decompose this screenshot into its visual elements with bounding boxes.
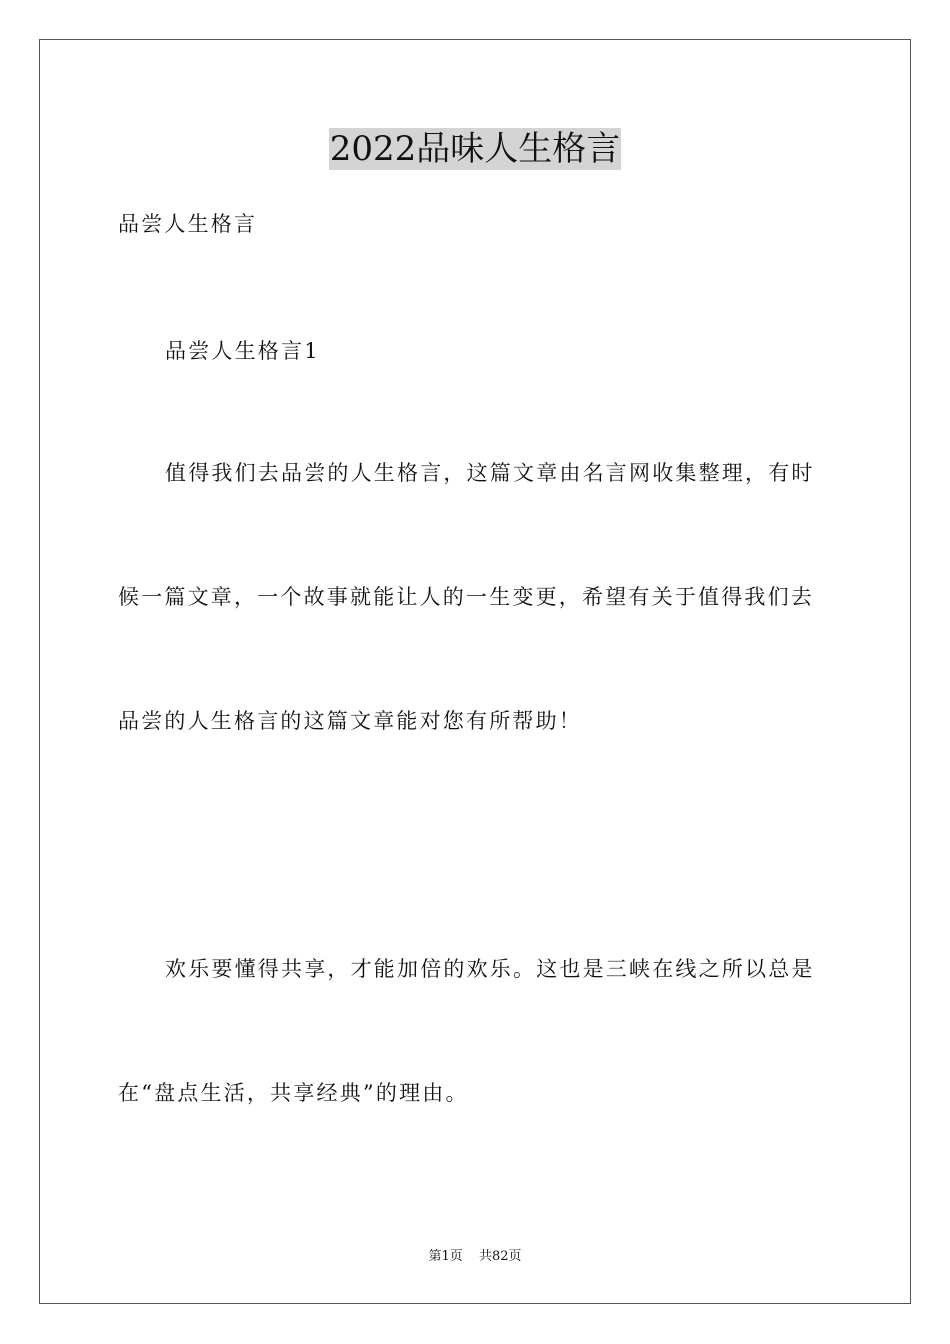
- paragraph-line: 候一篇文章，一个故事就能让人的一生变更，希望有关于值得我们去: [118, 585, 814, 609]
- document-title-text: 2022品味人生格言: [329, 129, 621, 169]
- page-footer: [0, 1248, 950, 1266]
- paragraph-line: 在“盘点生活，共享经典”的理由。: [118, 1081, 469, 1105]
- paragraph-line: 值得我们去品尝的人生格言，这篇文章由名言网收集整理，有时: [165, 461, 815, 485]
- section-heading: 品尝人生格言1: [165, 339, 320, 363]
- document-title: [0, 128, 950, 170]
- paragraph-line: 欢乐要懂得共享，才能加倍的欢乐。这也是三峡在线之所以总是: [165, 957, 815, 981]
- page-number-total: 共82页: [478, 1249, 522, 1264]
- document-subtitle: 品尝人生格言: [118, 212, 258, 236]
- page-number-current: 第1页: [428, 1249, 463, 1264]
- paragraph-line: 品尝的人生格言的这篇文章能对您有所帮助！: [118, 709, 582, 733]
